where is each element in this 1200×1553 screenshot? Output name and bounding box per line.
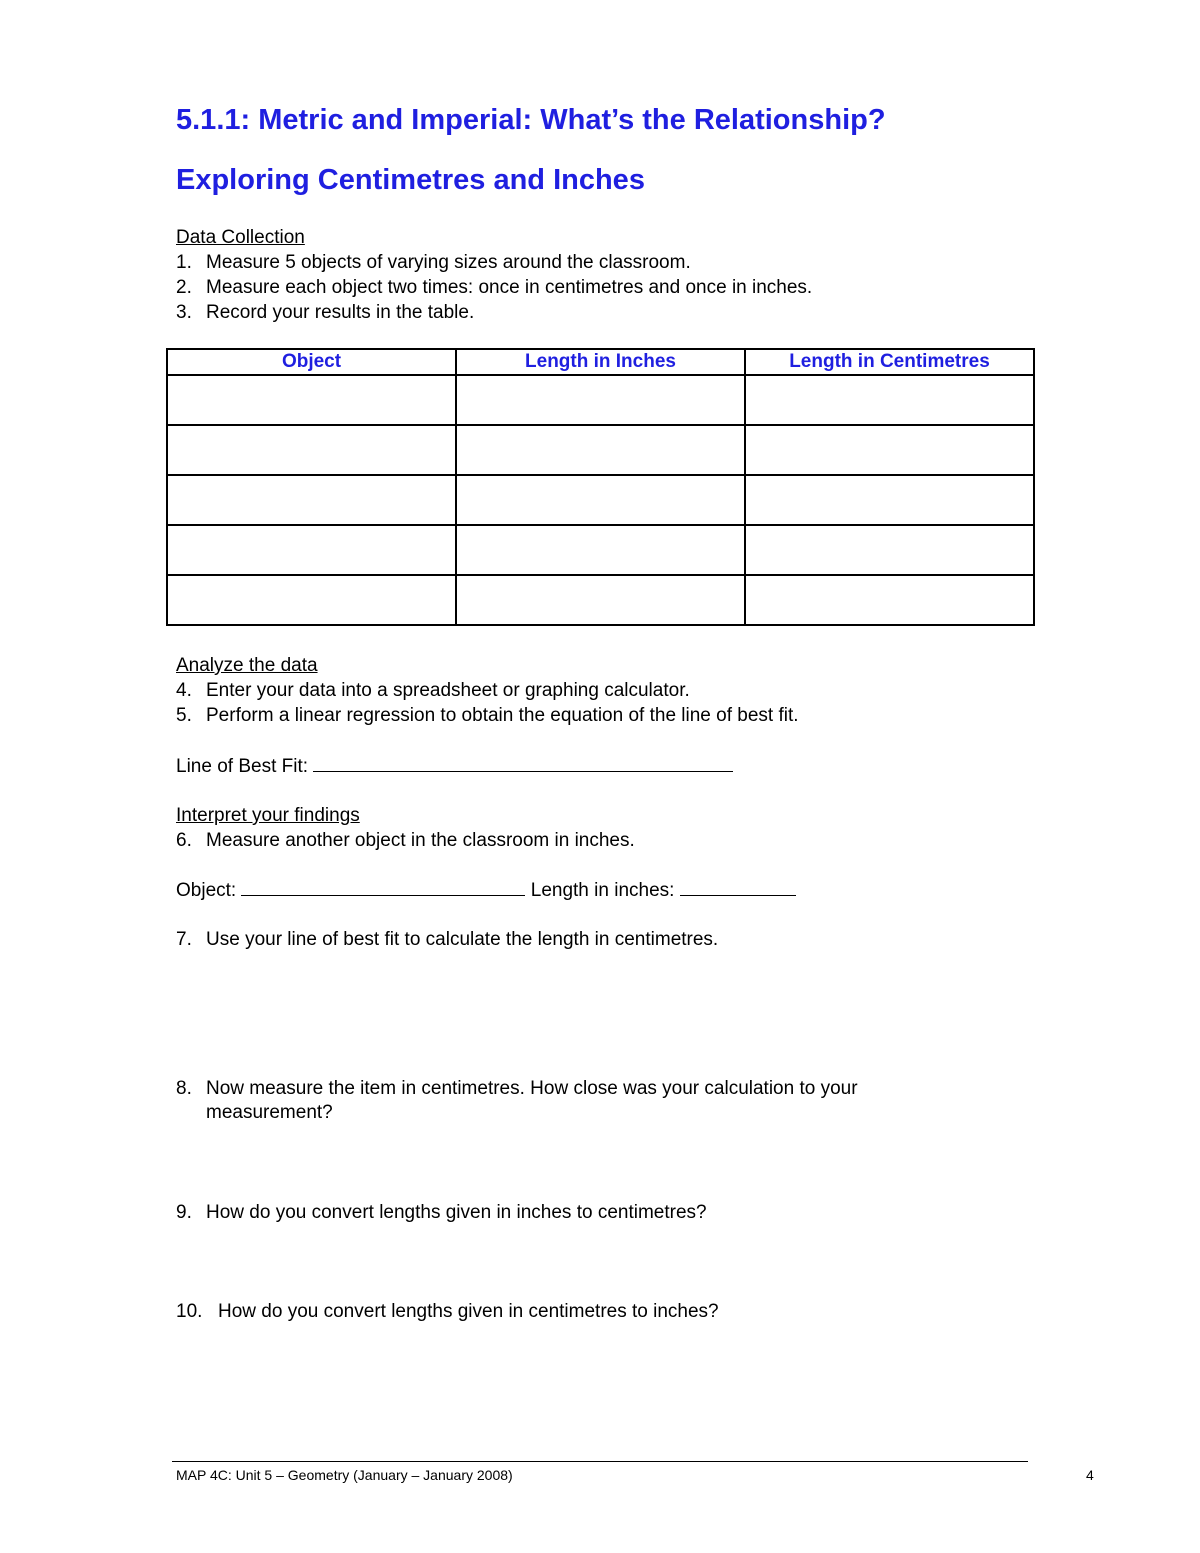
question-6 [176,828,635,853]
table-cell[interactable] [745,425,1034,475]
table-cell[interactable] [745,575,1034,625]
item-number: 4. [176,680,192,701]
item-text: Measure 5 objects of varying sizes around the classroom. [206,252,691,273]
list-item [176,300,474,325]
item-number: 1. [176,252,192,273]
table-row [167,525,1034,575]
table-cell[interactable] [167,475,456,525]
table-cell[interactable] [456,575,745,625]
page-subtitle: Exploring Centimetres and Inches [176,164,645,196]
best-fit-answer-line[interactable] [313,753,733,772]
question-10 [176,1299,719,1324]
data-collection-heading: Data Collection [176,227,305,248]
table-row [167,475,1034,525]
object-length-row [176,877,796,903]
question-8 [176,1076,858,1101]
item-text: Enter your data into a spreadsheet or graphing calculator. [206,680,690,701]
table-cell[interactable] [456,425,745,475]
item-text: Now measure the item in centimetres. How close was your calculation to your [206,1078,858,1099]
analyze-heading: Analyze the data [176,655,318,676]
table-cell[interactable] [456,475,745,525]
table-cell[interactable] [167,525,456,575]
list-item [176,678,690,703]
page-number: 4 [1086,1467,1094,1483]
item-text: Perform a linear regression to obtain the equation of the line of best fit. [206,705,799,726]
length-label: Length in inches: [530,880,675,901]
length-answer-line[interactable] [680,877,796,896]
interpret-heading: Interpret your findings [176,805,360,826]
table-row [167,425,1034,475]
item-number: 6. [176,830,192,851]
footer-text: MAP 4C: Unit 5 – Geometry (January – January 2008) [176,1467,513,1483]
table-row [167,375,1034,425]
item-text: Measure another object in the classroom in inches. [206,830,635,851]
item-number: 7. [176,929,192,950]
table-cell[interactable] [456,375,745,425]
list-item [176,250,691,275]
best-fit-label: Line of Best Fit: [176,756,309,777]
object-answer-line[interactable] [241,877,525,896]
item-text: Use your line of best fit to calculate the length in centimetres. [206,929,719,950]
table-cell[interactable] [456,525,745,575]
list-item [176,703,799,728]
table-row [167,575,1034,625]
question-8-continued: measurement? [206,1102,333,1123]
item-number: 9. [176,1202,192,1223]
item-number: 5. [176,705,192,726]
item-text: How do you convert lengths given in centimetres to inches? [218,1301,719,1322]
best-fit-row [176,753,733,779]
table-cell[interactable] [167,575,456,625]
question-7 [176,927,718,952]
column-header-centimetres: Length in Centimetres [745,349,1034,375]
table-cell[interactable] [745,475,1034,525]
item-text: Record your results in the table. [206,302,475,323]
item-number: 2. [176,277,192,298]
question-9 [176,1200,707,1225]
object-label: Object: [176,880,237,901]
item-number: 10. [176,1301,203,1322]
column-header-inches: Length in Inches [456,349,745,375]
item-number: 3. [176,302,192,323]
table-cell[interactable] [167,375,456,425]
list-item [176,275,812,300]
table-cell[interactable] [745,525,1034,575]
page-title: 5.1.1: Metric and Imperial: What’s the Relationship? [176,104,886,136]
item-text: How do you convert lengths given in inches to centimetres? [206,1202,707,1223]
table-cell[interactable] [167,425,456,475]
footer-divider [172,1461,1028,1462]
results-table [166,348,1035,626]
table-cell[interactable] [745,375,1034,425]
item-number: 8. [176,1078,192,1099]
table-header-row [167,349,1034,375]
column-header-object: Object [167,349,456,375]
item-text: Measure each object two times: once in centimetres and once in inches. [206,277,813,298]
